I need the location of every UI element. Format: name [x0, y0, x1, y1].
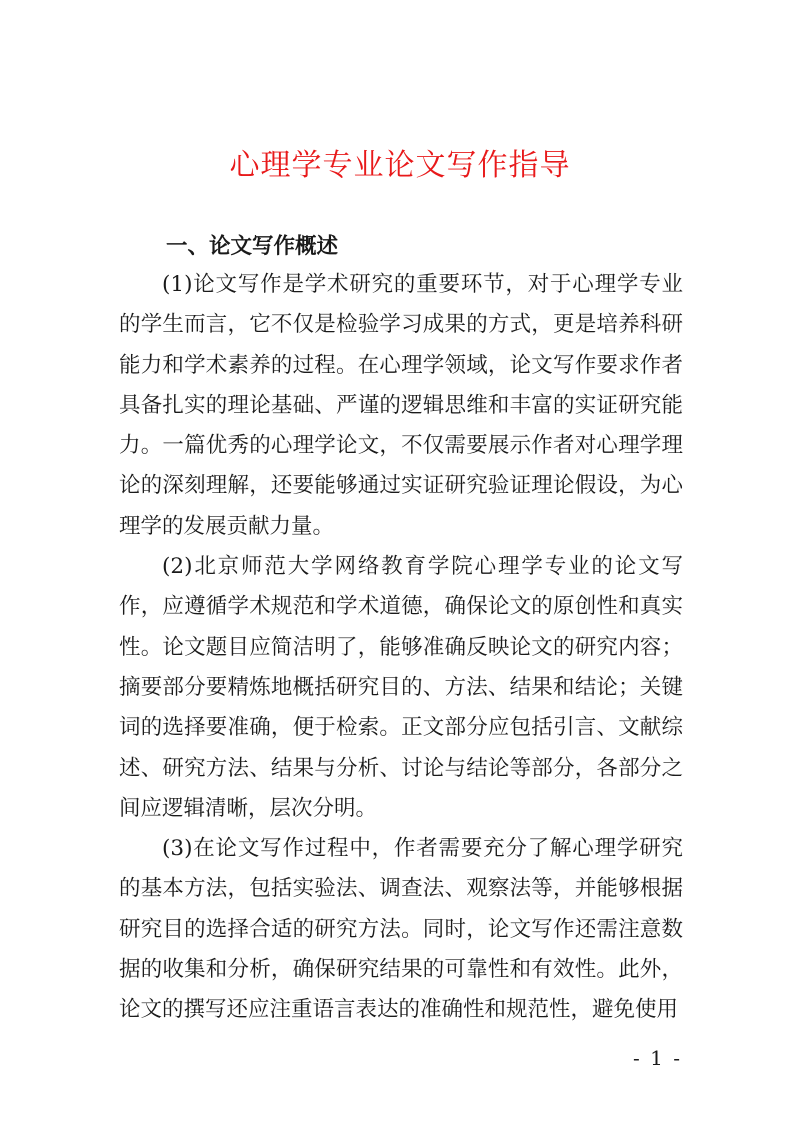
paragraph-3: (3)在论文写作过程中，作者需要充分了解心理学研究的基本方法，包括实验法、调查法、观察法等，并能够根据研究目的选择合适的研究方法。同时，论文写作还需注意数据的收集和分析，确保研究结果的可靠性和有效性。此外，论文的撰写还应注重语言表达的准确性和规范性，避免使用: [119, 836, 683, 1023]
paragraph-2: (2)北京师范大学网络教育学院心理学专业的论文写作，应遵循学术规范和学术道德，确保论文的原创性和真实性。论文题目应简洁明了，能够准确反映论文的研究内容；摘要部分要精炼地概括研究目的、方法、结果和结论；关键词的选择要准确，便于检索。正文部分应包括引言、文献综述、研究方法、结果与分析、讨论与结论等部分，各部分之间应逻辑清晰，层次分明。: [119, 554, 683, 821]
paragraph-1: (1)论文写作是学术研究的重要环节，对于心理学专业的学生而言，它不仅是检验学习成果的方式，更是培养科研能力和学术素养的过程。在心理学领域，论文写作要求作者具备扎实的理论基础、严谨的逻辑思维和丰富的实证研究能力。一篇优秀的心理学论文，不仅需要展示作者对心理学理论的深刻理解，还要能够通过实证研究验证理论假设，为心理学的发展贡献力量。: [119, 272, 683, 539]
section-heading: 一、论文写作概述: [166, 234, 339, 259]
body-text: [119, 265, 683, 1031]
page-number: - 1 -: [633, 1046, 682, 1070]
document-title: 心理学专业论文写作指导: [229, 148, 571, 183]
